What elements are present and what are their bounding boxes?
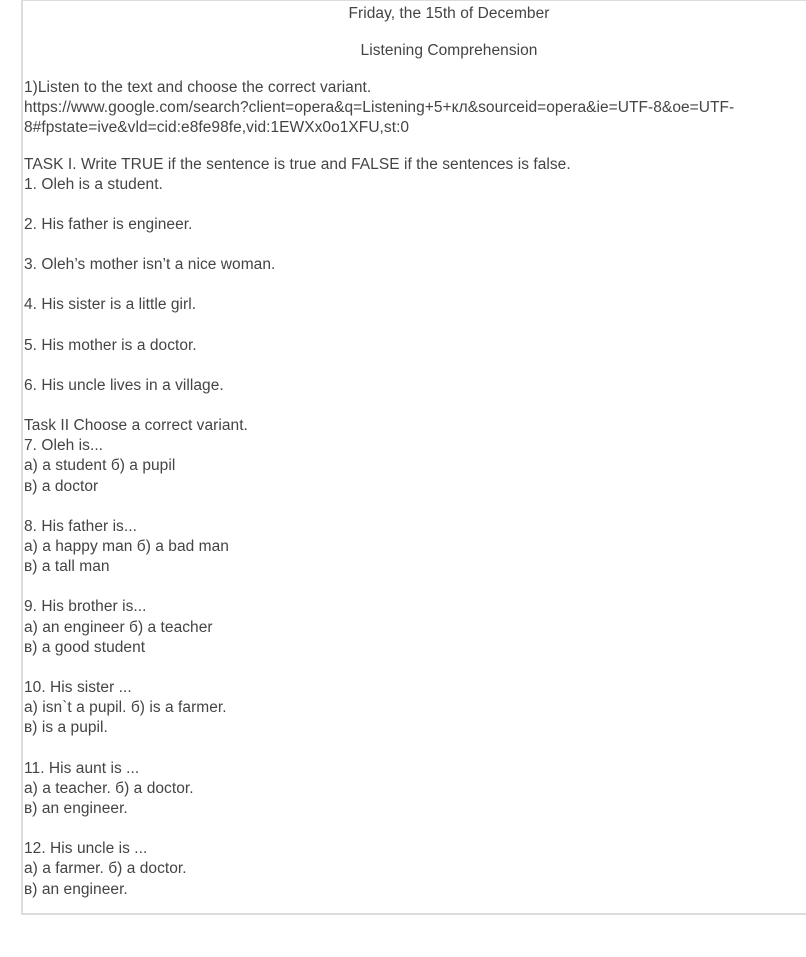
intro-section [24,78,804,139]
question-block [24,517,804,578]
question-block [24,839,804,900]
question-text: 10. His sister ... [24,678,132,696]
document-body [24,0,804,900]
question-text: 12. His uncle is ... [24,840,148,858]
question-block [24,597,804,658]
task-1-section [24,155,804,396]
listening-url-line-2[interactable]: 8#fpstate=ive&vld=cid:e8fe98fe,vid:1EWXx0o1XFU,st:0 [24,119,410,137]
question-text: 8. His father is... [24,517,137,535]
task-2-heading: Task II Choose a correct variant. [24,416,248,434]
options-a-b: а) an engineer б) a teacher [24,618,213,636]
listening-url-line-1[interactable]: https://www.google.com/search?client=opera&q=Listening+5+кл&sourceid=opera&ie=UTF-8&oe=UTF- [24,99,735,117]
true-false-item: 4. His sister is a little girl. [24,296,197,314]
true-false-item: 5. His mother is a doctor. [24,336,197,354]
true-false-item: 2. His father is engineer. [24,215,193,233]
true-false-item: 6. His uncle lives in a village. [24,376,224,394]
document-title: Listening Comprehension [360,41,538,59]
true-false-item: 1. Oleh is a student. [24,175,163,193]
options-a-b: а) a teacher. б) a doctor. [24,779,194,797]
question-block [24,678,804,739]
options-a-b: а) isn`t a pupil. б) is a farmer. [24,699,227,717]
date-line: Friday, the 15th of December [348,5,550,22]
question-text: 11. His aunt is ... [24,759,140,777]
option-c: в) an engineer. [24,799,128,817]
option-c: в) an engineer. [24,880,128,898]
option-c: в) a doctor [24,477,99,495]
option-c: в) is a pupil. [24,719,108,737]
options-a-b: а) a farmer. б) a doctor. [24,860,187,878]
question-text: 7. Oleh is... [24,437,104,455]
option-c: в) a tall man [24,558,110,576]
listen-instruction: 1)Listen to the text and choose the correct variant. [24,78,372,96]
true-false-item: 3. Oleh’s mother isn’t a nice woman. [24,256,276,274]
options-a-b: а) a happy man б) a bad man [24,537,229,555]
task-2-section [24,416,804,900]
task-1-heading: TASK I. Write TRUE if the sentence is true and FALSE if the sentences is false. [24,155,571,173]
option-c: в) a good student [24,638,146,656]
question-text: 9. His brother is... [24,598,147,616]
options-a-b: а) a student б) a pupil [24,457,176,475]
question-block [24,436,804,497]
question-block [24,759,804,820]
